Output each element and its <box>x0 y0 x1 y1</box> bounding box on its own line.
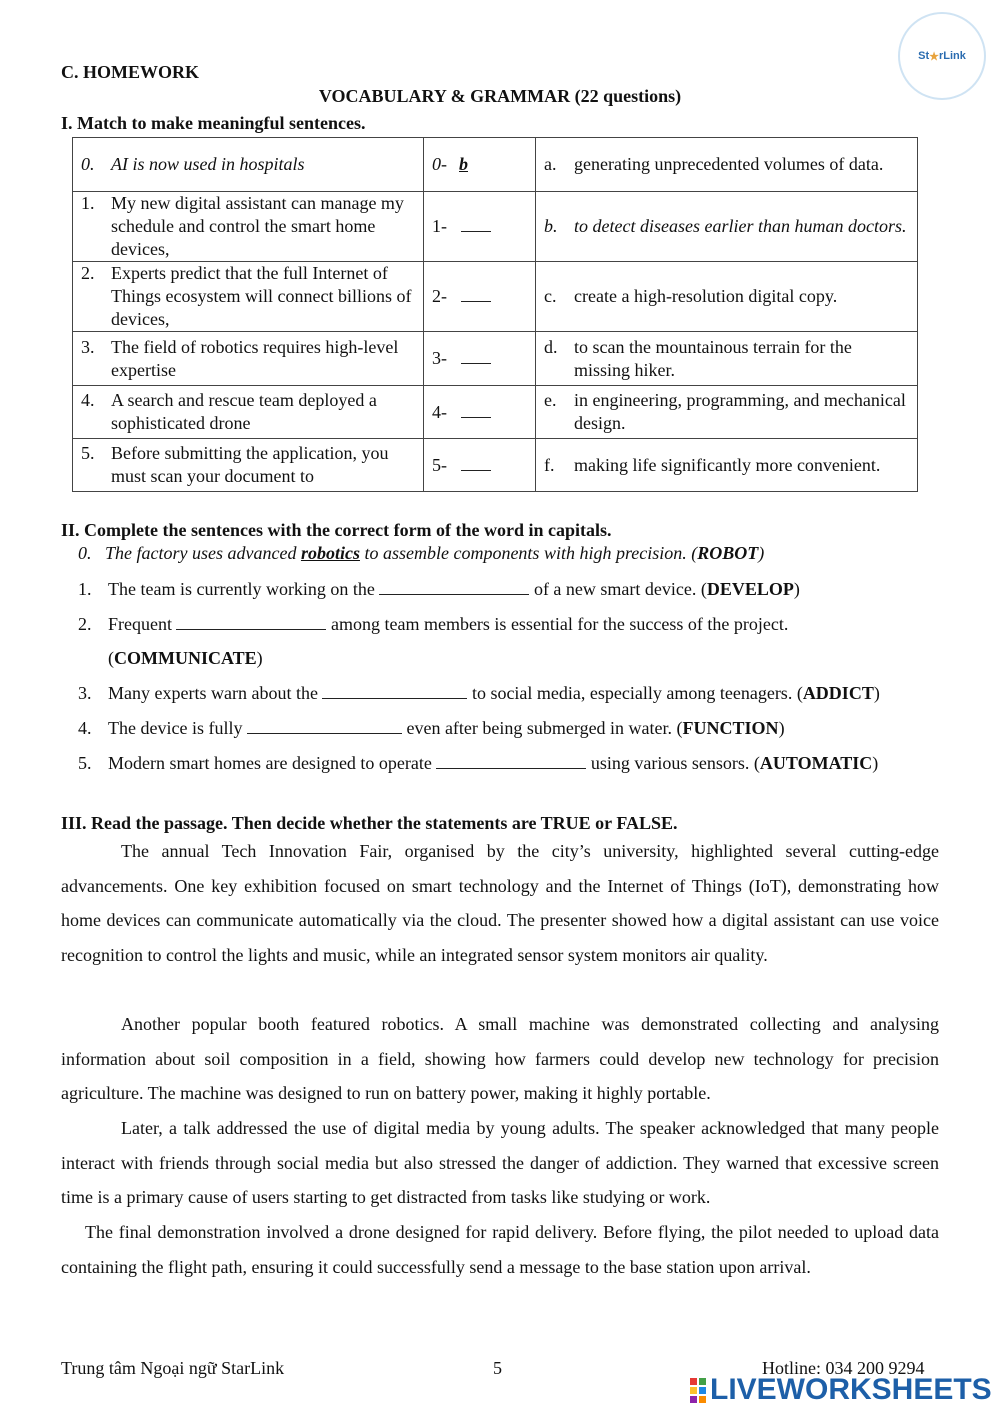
footer-hotline: Hotline: 034 200 9294 <box>762 1358 925 1378</box>
right-cell: c. create a high-resolution digital copy. <box>536 262 918 332</box>
passage-paragraph-4: The final demonstration involved a drone designed for rapid delivery. Before flying, the pilot needed to upload data containing the flight path, ensuring it could successfully send a message to the base station upon arrival. <box>61 1222 939 1277</box>
fill-blank-5[interactable] <box>436 752 586 769</box>
right-cell: f. making life significantly more convenient. <box>536 439 918 492</box>
table-row <box>73 386 918 439</box>
left-cell: 1. My new digital assistant can manage my schedule and control the smart home devices, <box>73 192 424 262</box>
question-2-word: (COMMUNICATE) <box>108 648 263 668</box>
section-heading: C. HOMEWORK <box>61 62 199 82</box>
question-5: 5. Modern smart homes are designed to operate using various sensors. (AUTOMATIC) <box>78 753 879 773</box>
matching-table <box>72 137 918 492</box>
exercise-subtitle: VOCABULARY & GRAMMAR (22 questions) <box>318 86 682 106</box>
right-cell: a. generating unprecedented volumes of data. <box>536 138 918 192</box>
footer-center-name: Trung tâm Ngoại ngữ StarLink <box>61 1358 285 1378</box>
fill-blank-2[interactable] <box>176 613 326 630</box>
right-cell: b. to detect diseases earlier than human doctors. <box>536 192 918 262</box>
answer-cell: 5- <box>424 439 536 492</box>
table-row <box>73 262 918 332</box>
left-cell: 0. AI is now used in hospitals <box>73 138 424 192</box>
answer-cell: 1- <box>424 192 536 262</box>
answer-blank-5[interactable] <box>461 456 491 471</box>
right-cell: d. to scan the mountainous terrain for the missing hiker. <box>536 332 918 386</box>
liveworksheets-watermark: LIVEWORKSHEETS <box>690 1374 992 1406</box>
left-cell: 5. Before submitting the application, you must scan your document to <box>73 439 424 492</box>
fill-blank-4[interactable] <box>247 717 402 734</box>
answer-blank-3[interactable] <box>461 349 491 364</box>
part2-title: II. Complete the sentences with the correct form of the word in capitals. <box>61 520 612 540</box>
passage-paragraph-1: The annual Tech Innovation Fair, organised by the city’s university, highlighted several cutting-edge advancements. One key exhibition focused on smart technology and the Internet of Things (IoT), demonstrating how home devices can communicate automatically via the cloud. The presenter showed how a digital assistant can use voice recognition to control the lights and music, while an integrated sensor system monitors air quality. <box>61 841 939 966</box>
answer-cell: 4- <box>424 386 536 439</box>
left-cell: 2. Experts predict that the full Internet of Things ecosystem will connect billions of devices, <box>73 262 424 332</box>
answer-blank-2[interactable] <box>461 287 491 302</box>
page-number: 5 <box>493 1358 502 1378</box>
answer-cell: 2- <box>424 262 536 332</box>
part1-title: I. Match to make meaningful sentences. <box>61 113 366 133</box>
table-row <box>73 332 918 386</box>
answer-blank-1[interactable] <box>461 217 491 232</box>
question-1: 1. The team is currently working on the of a new smart device. (DEVELOP) <box>78 579 800 599</box>
passage-paragraph-3: Later, a talk addressed the use of digital media by young adults. The speaker acknowledged that many people interact with friends through social media but also stressed the danger of addiction. They warned that excessive screen time is a primary cause of users starting to get distracted from tasks like studying or work. <box>61 1118 939 1208</box>
answer-blank-4[interactable] <box>461 403 491 418</box>
table-row <box>73 439 918 492</box>
answer-cell: 3- <box>424 332 536 386</box>
table-row <box>73 192 918 262</box>
part3-title: III. Read the passage. Then decide whether the statements are TRUE or FALSE. <box>61 813 678 833</box>
passage-paragraph-2: Another popular booth featured robotics. A small machine was demonstrated collecting and analysing information about soil composition in a field, showing how farmers could develop new technology for precision agriculture. The machine was designed to run on battery power, making it highly portable. <box>61 1014 939 1104</box>
left-cell: 4. A search and rescue team deployed a sophisticated drone <box>73 386 424 439</box>
answer-cell: 0- b <box>424 138 536 192</box>
fill-blank-1[interactable] <box>379 578 529 595</box>
liveworksheets-icon <box>690 1378 706 1403</box>
question-3: 3. Many experts warn about the to social media, especially among teenagers. (ADDICT) <box>78 683 880 703</box>
right-cell: e. in engineering, programming, and mechanical design. <box>536 386 918 439</box>
fill-blank-3[interactable] <box>322 682 467 699</box>
left-cell: 3. The field of robotics requires high-level expertise <box>73 332 424 386</box>
table-row <box>73 138 918 192</box>
example-answer: b <box>459 154 468 174</box>
example-sentence: 0. The factory uses advanced robotics to assemble components with high precision. (ROBOT) <box>78 543 765 563</box>
question-2: 2. Frequent among team members is essential for the success of the project. <box>78 614 789 634</box>
question-4: 4. The device is fully even after being submerged in water. (FUNCTION) <box>78 718 785 738</box>
starlink-logo: St ★ rLink <box>898 12 986 100</box>
